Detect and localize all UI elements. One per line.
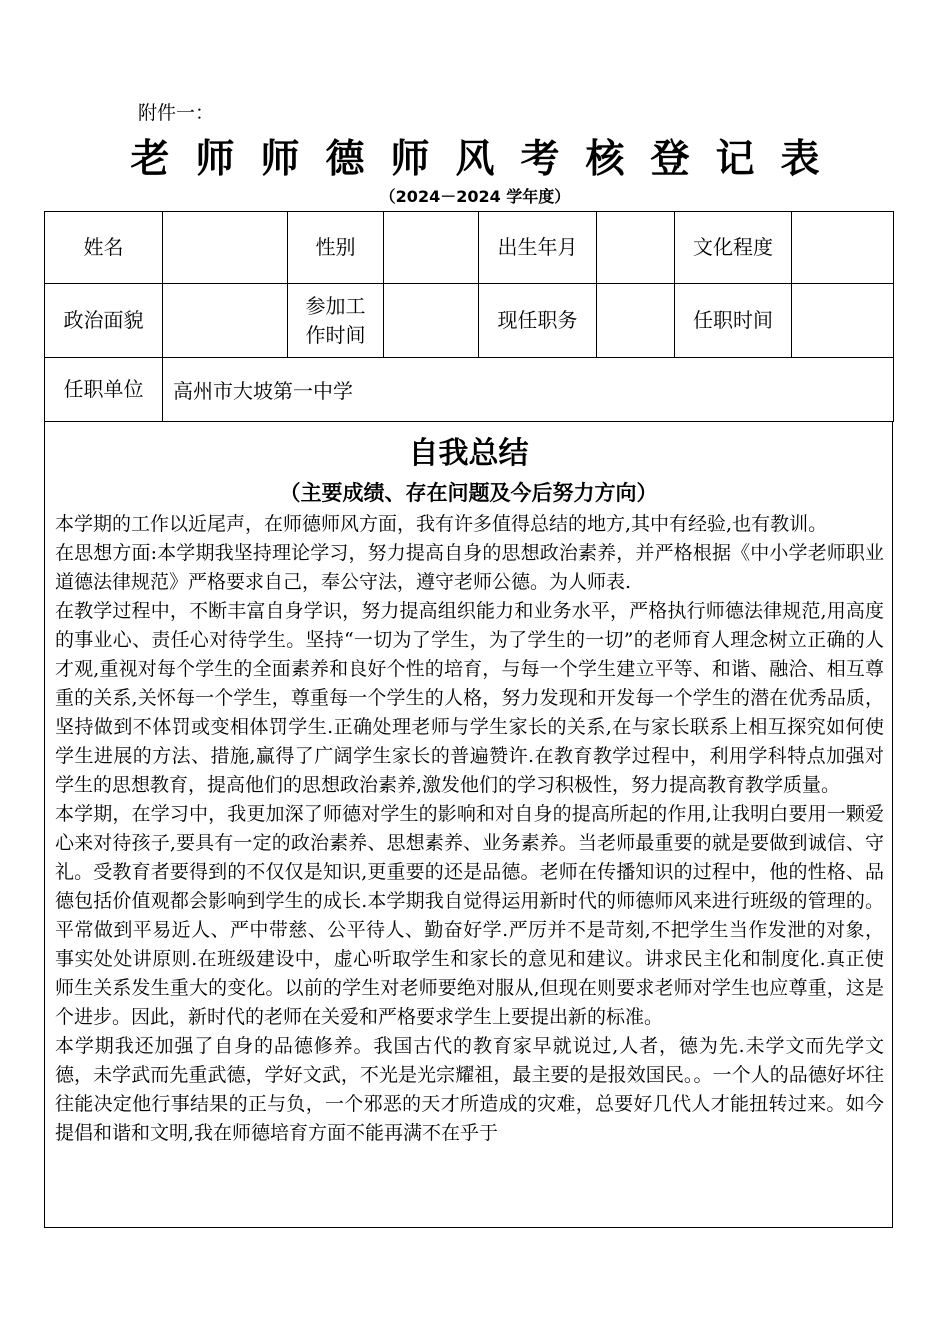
summary-body[interactable] <box>45 510 892 1148</box>
education-label: 文化程度 <box>675 212 792 284</box>
work-start-label: 参加工作时间 <box>288 284 384 358</box>
political-status-field[interactable] <box>163 284 288 358</box>
name-field[interactable] <box>163 212 288 284</box>
tenure-field[interactable] <box>792 284 894 358</box>
work-start-field[interactable] <box>384 284 479 358</box>
current-position-field[interactable] <box>597 284 675 358</box>
summary-subtitle: （主要成绩、存在问题及今后努力方向） <box>279 481 658 505</box>
gender-label: 性别 <box>288 212 384 284</box>
birth-date-label: 出生年月 <box>479 212 597 284</box>
info-row-1 <box>45 212 894 284</box>
birth-date-field[interactable] <box>597 212 675 284</box>
summary-paragraph: 本学期的工作以近尾声，在师德师风方面，我有许多值得总结的地方,其中有经验,也有教训。 <box>55 513 828 535</box>
summary-title: 自我总结 <box>408 436 529 471</box>
academic-year: （2024－2024 学年度） <box>379 187 571 206</box>
summary-paragraph: 在思想方面:本学期我坚持理论学习，努力提高自身的思想政治素养，并严格根据《中小学老师职业道德法律规范》严格要求自己，奉公守法，遵守老师公德。为人师表. <box>55 542 884 593</box>
summary-paragraph: 本学期我还加强了自身的品德修养。我国古代的教育家早就说过,人者，德为先.未学文而先学文德，未学武而先重武德，学好文武，不光是光宗耀祖，最主要的是报效国民。。一个人的品德好坏往往能决定他行事结果的正与负，一个邪恶的天才所造成的灾难，总要好几代人才能扭转过来。如今提倡和谐和文明,我在师德培育方面不能再满不在乎于 <box>55 1035 884 1144</box>
page-title: 老师师德师风考核登记表 <box>130 136 846 182</box>
summary-paragraph: 在教学过程中，不断丰富自身学识，努力提高组织能力和业务水平，严格执行师德法律规范,用高度的事业心、责任心对待学生。坚持“一切为了学生，为了学生的一切”的老师育人理念树立正确的人才观,重视对每个学生的全面素养和良好个性的培育，与每一个学生建立平等、和谐、融洽、相互尊重的关系,关怀每一个学生，尊重每一个学生的人格，努力发现和开发每一个学生的潜在优秀品质，坚持做到不体罚或变相体罚学生.正确处理老师与学生家长的关系,在与家长联系上相互探究如何使学生进展的方法、措施,赢得了广阔学生家长的普遍赞许.在教育教学过程中，利用学科特点加强对学生的思想教育，提高他们的思想政治素养,激发他们的学习积极性，努力提高教育教学质量。 <box>55 600 884 796</box>
info-row-2 <box>45 284 894 358</box>
current-position-label: 现任职务 <box>479 284 597 358</box>
education-field[interactable] <box>792 212 894 284</box>
political-status-label: 政治面貌 <box>45 284 163 358</box>
summary-paragraph: 本学期，在学习中，我更加深了师德对学生的影响和对自身的提高所起的作用,让我明白要用一颗爱心来对待孩子,要具有一定的政治素养、思想素养、业务素养。当老师最重要的就是要做到诚信、守礼。受教育者要得到的不仅仅是知识,更重要的还是品德。老师在传播知识的过程中，他的性格、品德包括价值观都会影响到学生的成长.本学期我自觉得运用新时代的师德师风来进行班级的管理的。平常做到平易近人、严中带慈、公平待人、勤奋好学.严厉并不是苛刻,不把学生当作发泄的对象，事实处处讲原则.在班级建设中，虚心听取学生和家长的意见和建议。讲求民主化和制度化.真正使师生关系发生重大的变化。以前的学生对老师要绝对服从,但现在则要求老师对学生也应尊重，这是个进步。因此，新时代的老师在关爱和严格要求学生上要提出新的标准。 <box>55 803 884 1028</box>
name-label: 姓名 <box>45 212 163 284</box>
tenure-label: 任职时间 <box>675 284 792 358</box>
work-unit-field[interactable]: 高州市大坡第一中学 <box>163 358 894 422</box>
info-table <box>44 211 894 422</box>
attachment-label: 附件一： <box>138 102 215 124</box>
work-unit-label: 任职单位 <box>45 358 163 422</box>
self-summary-section <box>44 422 893 1228</box>
gender-field[interactable] <box>384 212 479 284</box>
info-row-3 <box>45 358 894 422</box>
